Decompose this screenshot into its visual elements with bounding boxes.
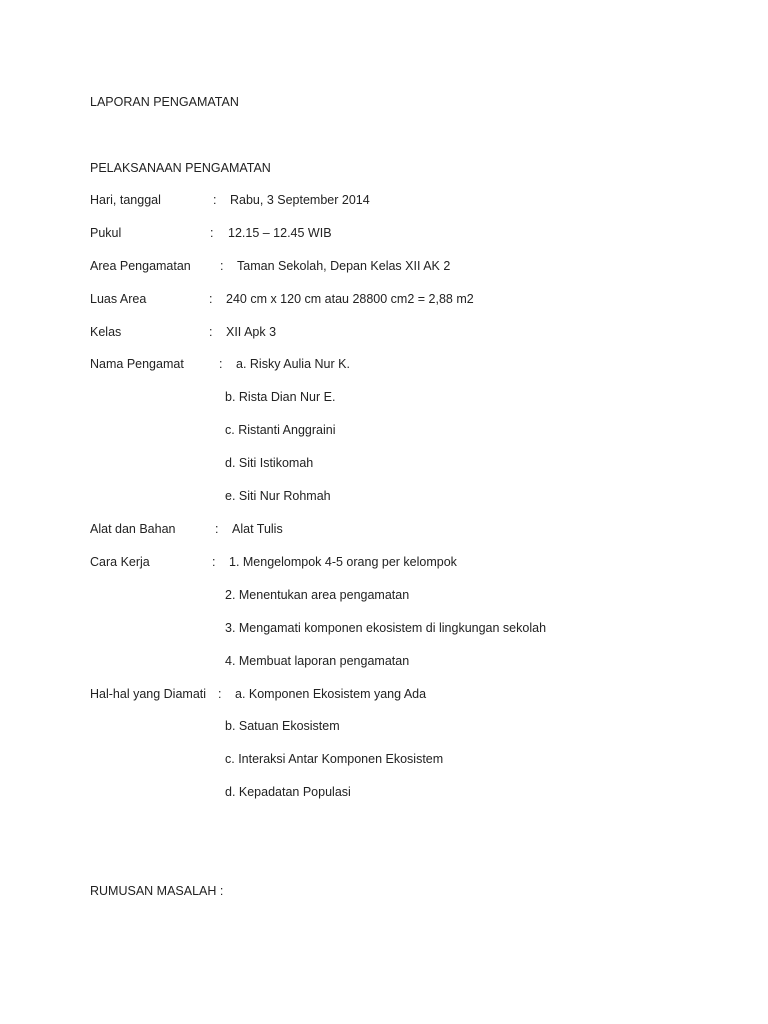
method-step: 2. Menentukan area pengamatan — [225, 588, 410, 602]
row-colon-area: : — [220, 259, 224, 273]
row-label-date: Hari, tanggal — [90, 193, 161, 207]
observer-item: d. Siti Istikomah — [225, 456, 314, 470]
observed-item: a. Komponen Ekosistem yang Ada — [235, 687, 427, 701]
observer-item: b. Rista Dian Nur E. — [225, 390, 336, 404]
row-value-tools: Alat Tulis — [232, 522, 283, 536]
row-colon-observed: : — [218, 687, 222, 701]
report-title: LAPORAN PENGAMATAN — [90, 95, 239, 109]
observer-item: c. Ristanti Anggraini — [225, 423, 336, 437]
row-value-size: 240 cm x 120 cm atau 28800 cm2 = 2,88 m2 — [226, 292, 474, 306]
row-label-observed: Hal-hal yang Diamati — [90, 687, 207, 701]
problem-statement-heading: RUMUSAN MASALAH : — [90, 884, 224, 898]
observed-item: c. Interaksi Antar Komponen Ekosistem — [225, 752, 444, 766]
row-value-class: XII Apk 3 — [226, 325, 277, 339]
row-label-observers: Nama Pengamat — [90, 357, 184, 371]
row-label-time: Pukul — [90, 226, 122, 240]
method-step: 1. Mengelompok 4-5 orang per kelompok — [229, 555, 457, 569]
observed-item: b. Satuan Ekosistem — [225, 719, 340, 733]
observer-item: e. Siti Nur Rohmah — [225, 489, 331, 503]
row-label-area: Area Pengamatan — [90, 259, 191, 273]
observed-item: d. Kepadatan Populasi — [225, 785, 351, 799]
row-colon-class: : — [209, 325, 213, 339]
section-heading: PELAKSANAAN PENGAMATAN — [90, 161, 271, 175]
row-label-tools: Alat dan Bahan — [90, 522, 176, 536]
row-label-size: Luas Area — [90, 292, 147, 306]
row-colon-size: : — [209, 292, 213, 306]
row-label-class: Kelas — [90, 325, 122, 339]
method-step: 3. Mengamati komponen ekosistem di lingkungan sekolah — [225, 621, 547, 635]
row-colon-time: : — [210, 226, 214, 240]
method-step: 4. Membuat laporan pengamatan — [225, 654, 410, 668]
observer-item: a. Risky Aulia Nur K. — [236, 357, 350, 371]
row-colon-observers: : — [219, 357, 223, 371]
row-colon-method: : — [212, 555, 216, 569]
row-label-method: Cara Kerja — [90, 555, 150, 569]
row-value-time: 12.15 – 12.45 WIB — [228, 226, 332, 240]
row-colon-date: : — [213, 193, 217, 207]
row-value-date: Rabu, 3 September 2014 — [230, 193, 370, 207]
row-colon-tools: : — [215, 522, 219, 536]
row-value-area: Taman Sekolah, Depan Kelas XII AK 2 — [237, 259, 451, 273]
